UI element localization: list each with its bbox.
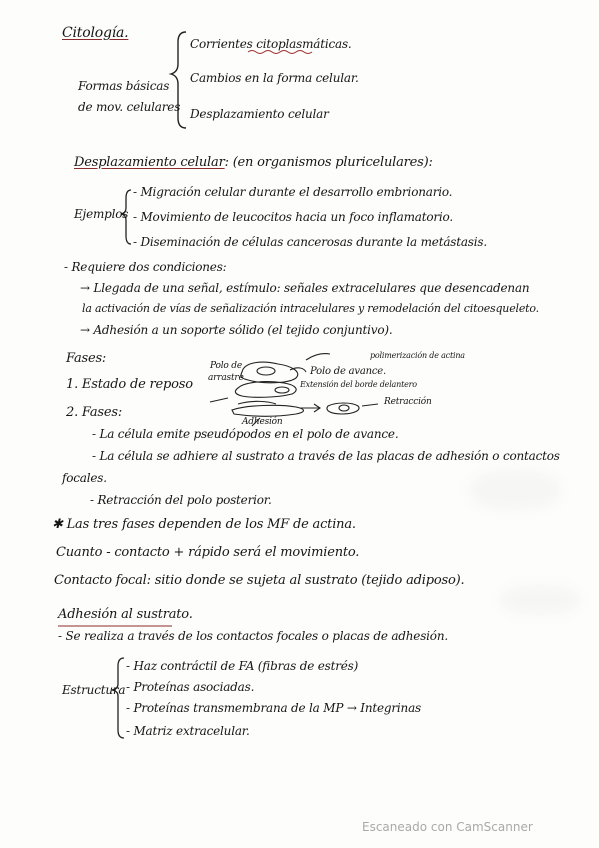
desplazamiento-heading-main: Desplazamiento celular: [74, 155, 225, 170]
cell-nucleus-right: [339, 405, 349, 411]
cell-shape-top: [241, 362, 298, 383]
cell-shape-lower: [232, 405, 304, 416]
label-arrastre: arrastre: [208, 373, 244, 383]
fase-bullet-3: - Retracción del polo posterior.: [90, 493, 272, 507]
ejemplo-1: - Migración celular durante el desarrollo embrionario.: [133, 185, 453, 199]
formas-label-2: de mov. celulares: [78, 100, 181, 114]
pseudopod-top: [290, 368, 306, 372]
fase-1: 1. Estado de reposo: [66, 377, 193, 392]
label-retraccion: Retracción: [384, 397, 432, 407]
formas-item-2: Cambios en la forma celular.: [190, 71, 359, 85]
ejemplo-2: - Movimiento de leucocitos hacia un foco inflamatorio.: [133, 210, 453, 224]
camscanner-watermark: Escaneado con CamScanner: [362, 820, 533, 834]
fase-2: 2. Fases:: [66, 405, 123, 420]
desplazamiento-heading: [74, 156, 433, 170]
fase-bullet-2: - La célula se adhiere al sustrato a través de las placas de adhesión o contactos: [92, 449, 560, 463]
condition-1b: la activación de vías de señalización intracelulares y remodelación del citoesqueleto.: [82, 302, 539, 315]
page-title: Citología.: [62, 25, 129, 41]
condition-2: → Adhesión a un soporte sólido (el tejido conjuntivo).: [80, 323, 393, 337]
estructura-item-4: - Matriz extracelular.: [126, 724, 250, 738]
estructura-label: Estructura: [62, 683, 126, 697]
ejemplo-3: - Diseminación de células cancerosas durante la metástasis.: [133, 235, 487, 249]
label-adhesion: Adhesión: [242, 417, 283, 427]
note-3: Contacto focal: sitio donde se sujeta al sustrato (tejido adiposo).: [54, 573, 465, 588]
fase-bullet-2-cont: focales.: [62, 471, 107, 485]
fases-heading: Fases:: [66, 351, 107, 366]
label-polo-de: Polo de: [210, 361, 242, 371]
cell-nucleus-middle: [275, 387, 289, 393]
estructura-item-3: - Proteínas transmembrana de la MP → Integrinas: [126, 701, 421, 715]
adhesion-line-1: - Se realiza a través de los contactos focales o placas de adhesión.: [58, 629, 448, 643]
note-2: Cuanto - contacto + rápido será el movimiento.: [56, 545, 360, 560]
condition-1a: → Llegada de una señal, estímulo: señales extracelulares que desencadenan: [80, 281, 530, 295]
label-extension: Extensión del borde delantero: [300, 380, 417, 389]
formas-label-1: Formas básicas: [78, 79, 170, 93]
estructura-item-2: - Proteínas asociadas.: [126, 680, 255, 694]
formas-item-1: Corrientes citoplasmáticas.: [190, 37, 352, 51]
label-polimerizacion: polimerización de actina: [370, 351, 465, 360]
adhesion-heading: Adhesión al sustrato.: [58, 607, 193, 622]
brace-estructura: [112, 658, 124, 738]
desplazamiento-heading-rest: : (en organismos pluricelulares):: [224, 155, 433, 170]
label-polo-avance: Polo de avance.: [310, 366, 386, 377]
cell-nucleus-top: [257, 367, 275, 375]
ejemplos-label: Ejemplos: [74, 207, 129, 221]
fase-bullet-1: - La célula emite pseudópodos en el polo de avance.: [92, 427, 399, 441]
cell-shape-middle: [235, 382, 296, 398]
estructura-item-1: - Haz contráctil de FA (fibras de estrés): [126, 659, 359, 673]
note-1: ✱ Las tres fases dependen de los MF de actina.: [52, 517, 356, 532]
requiere-line: - Requiere dos condiciones:: [64, 260, 227, 274]
formas-item-3: Desplazamiento celular: [190, 107, 329, 121]
